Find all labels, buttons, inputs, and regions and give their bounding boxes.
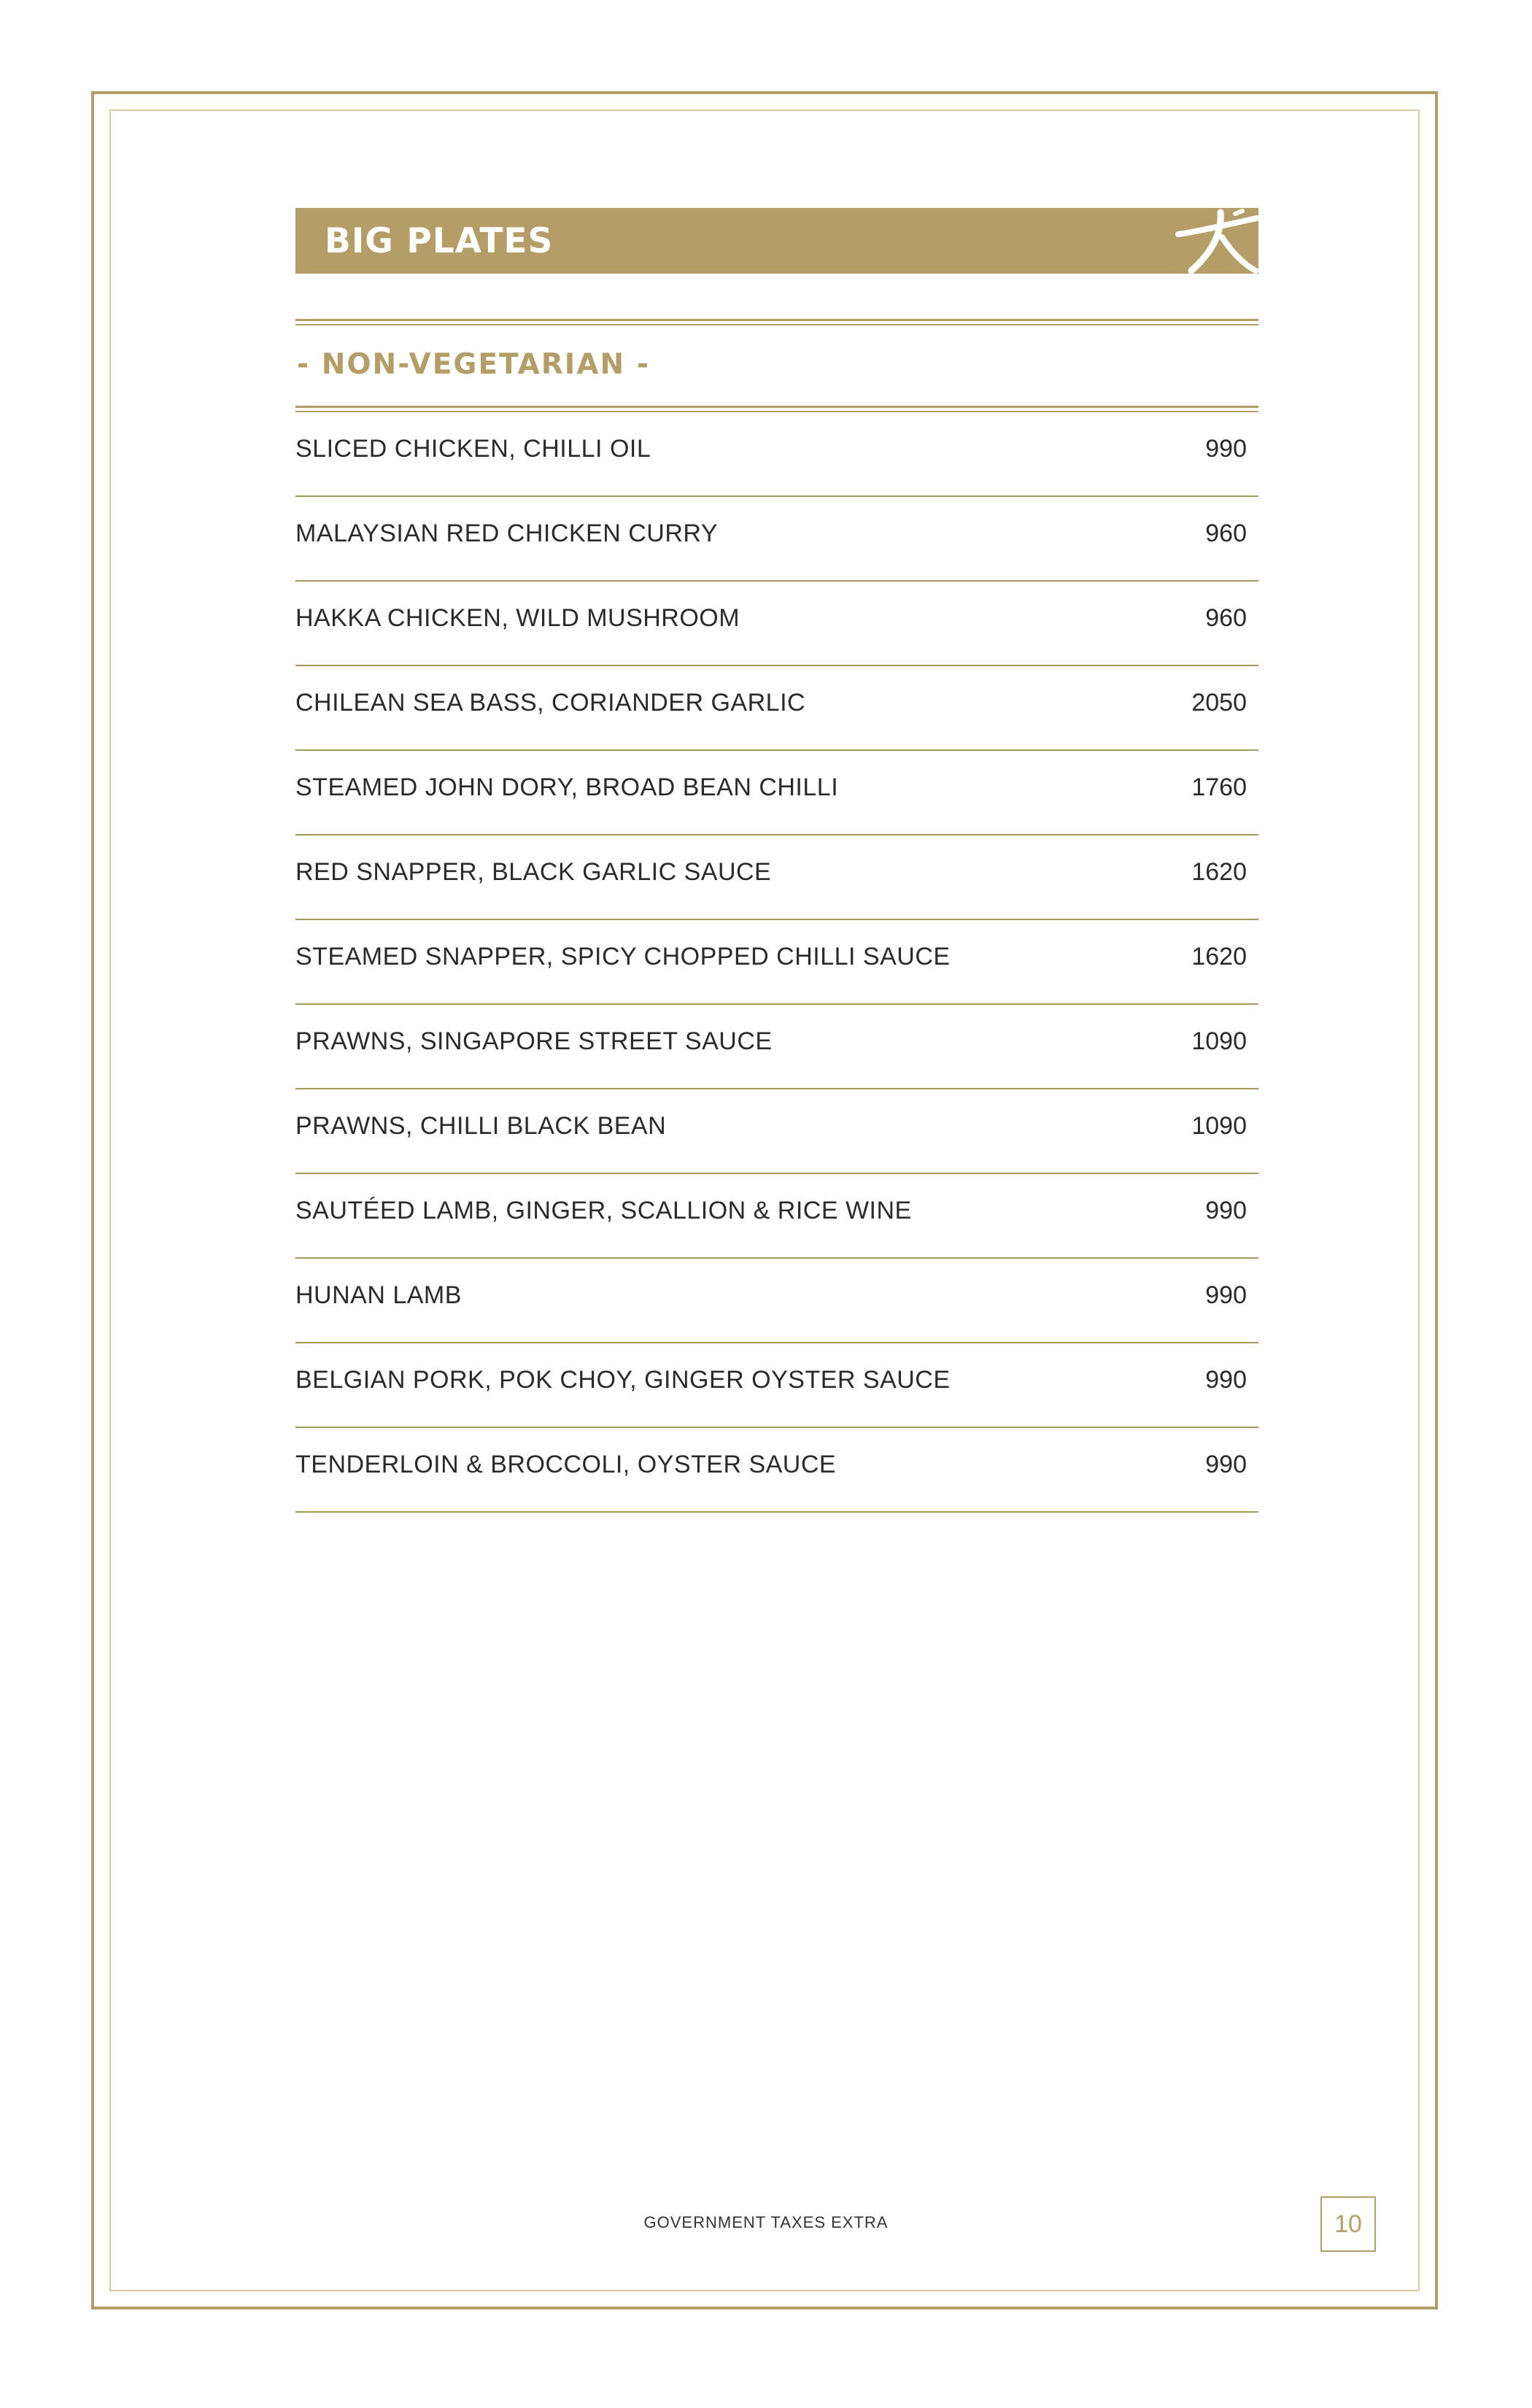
item-price: 1090 (1191, 1027, 1247, 1055)
item-price: 2050 (1191, 688, 1247, 717)
item-price: 960 (1205, 603, 1247, 632)
item-price: 990 (1205, 1450, 1247, 1478)
item-price: 990 (1205, 1196, 1247, 1224)
item-name: PRAWNS, CHILLI BLACK BEAN (295, 1111, 667, 1140)
menu-item (295, 1259, 1258, 1343)
page-number: 10 (1320, 2196, 1376, 2252)
item-price: 960 (1205, 519, 1247, 547)
item-name: RED SNAPPER, BLACK GARLIC SAUCE (295, 857, 772, 886)
item-price: 1090 (1191, 1111, 1247, 1140)
menu-content (295, 208, 1258, 1513)
item-price: 1760 (1191, 773, 1247, 801)
item-name: SLICED CHICKEN, CHILLI OIL (295, 434, 651, 463)
chinese-character-da-icon (1149, 208, 1258, 274)
item-price: 990 (1205, 1365, 1247, 1394)
menu-item (295, 666, 1258, 751)
page-title: BIG PLATES (325, 220, 554, 261)
menu-item (295, 836, 1258, 920)
item-name: MALAYSIAN RED CHICKEN CURRY (295, 519, 719, 547)
item-name: BELGIAN PORK, POK CHOY, GINGER OYSTER SAUCE (295, 1365, 951, 1394)
item-price: 1620 (1191, 857, 1247, 886)
item-name: CHILEAN SEA BASS, CORIANDER GARLIC (295, 688, 806, 717)
item-name: HAKKA CHICKEN, WILD MUSHROOM (295, 603, 740, 632)
section-banner (295, 208, 1258, 274)
menu-item (295, 751, 1258, 836)
menu-item (295, 1174, 1258, 1259)
item-price: 990 (1205, 1281, 1247, 1309)
item-name: PRAWNS, SINGAPORE STREET SAUCE (295, 1027, 773, 1055)
section-heading: - NON-VEGETARIAN - (297, 348, 650, 381)
item-name: HUNAN LAMB (295, 1281, 462, 1309)
item-price: 990 (1205, 434, 1247, 463)
item-price: 1620 (1191, 942, 1247, 970)
item-name: STEAMED SNAPPER, SPICY CHOPPED CHILLI SAUCE (295, 942, 951, 970)
item-name: SAUTÉED LAMB, GINGER, SCALLION & RICE WINE (295, 1196, 912, 1224)
menu-list (295, 412, 1258, 1513)
item-name: TENDERLOIN & BROCCOLI, OYSTER SAUCE (295, 1450, 837, 1478)
menu-item (295, 1005, 1258, 1089)
item-name: STEAMED JOHN DORY, BROAD BEAN CHILLI (295, 773, 839, 801)
menu-item (295, 582, 1258, 666)
menu-item (295, 497, 1258, 582)
double-divider (295, 406, 1258, 412)
menu-item (295, 1089, 1258, 1174)
double-divider (295, 319, 1258, 325)
footer-note: GOVERNMENT TAXES EXTRA (643, 2213, 889, 2231)
menu-item (295, 920, 1258, 1005)
menu-item (295, 412, 1258, 497)
menu-item (295, 1428, 1258, 1513)
menu-item (295, 1343, 1258, 1428)
